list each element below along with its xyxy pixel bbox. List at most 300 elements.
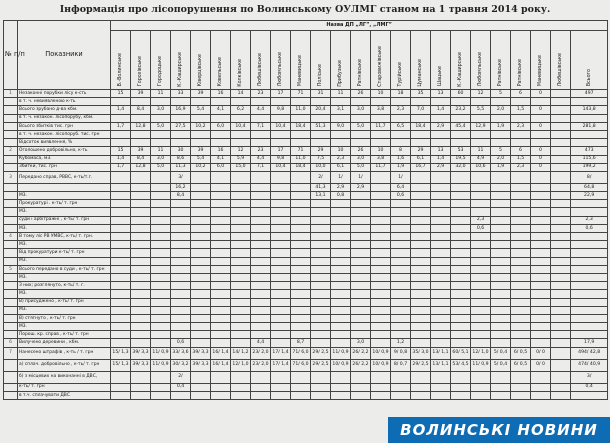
table-cell — [231, 130, 251, 138]
table-cell — [151, 314, 171, 322]
table-cell: 18 — [391, 90, 411, 98]
table-cell — [251, 98, 271, 106]
table-cell — [331, 216, 351, 224]
table-cell — [391, 371, 411, 383]
table-cell — [471, 339, 491, 347]
table-cell — [371, 383, 391, 391]
row-number — [4, 208, 18, 216]
table-cell — [411, 298, 431, 306]
table-cell — [571, 298, 608, 306]
table-cell — [471, 183, 491, 191]
table-row — [4, 306, 608, 314]
table-cell: 33 — [171, 90, 191, 98]
table-cell: 5,4 — [191, 106, 211, 114]
table-cell: 18,4 — [411, 122, 431, 130]
row-label: М3. — [18, 257, 111, 265]
table-cell: 5,0 — [151, 163, 171, 171]
row-number: 3 — [4, 171, 18, 183]
row-number — [4, 282, 18, 290]
table-cell: 10,0 — [311, 163, 331, 171]
table-cell: 9,0 — [331, 122, 351, 130]
table-cell: 3/ — [571, 371, 608, 383]
table-cell: 6/ 0,5 — [511, 359, 531, 371]
table-cell: 12/ 1,0 — [471, 347, 491, 359]
table-cell — [331, 282, 351, 290]
table-cell — [431, 114, 451, 122]
row-label: М3. — [18, 224, 111, 232]
table-cell: 0/ 0 — [531, 359, 551, 371]
row-label: Вилучено деревини , кбм. — [18, 339, 111, 347]
table-cell — [491, 273, 511, 281]
row-number: 5 — [4, 265, 18, 273]
table-cell — [251, 200, 271, 208]
table-cell — [451, 216, 471, 224]
table-cell — [211, 371, 231, 383]
table-cell: 2,9 — [431, 122, 451, 130]
table-cell — [291, 216, 311, 224]
table-cell — [511, 208, 531, 216]
row-label: суди і арбітражні , к-ть/ т. грн — [18, 216, 111, 224]
table-cell — [471, 114, 491, 122]
table-cell — [531, 200, 551, 208]
table-cell: 2/ — [311, 171, 331, 183]
table-cell — [171, 273, 191, 281]
table-cell — [331, 323, 351, 331]
table-cell — [251, 249, 271, 257]
table-cell — [551, 391, 571, 399]
table-cell — [331, 371, 351, 383]
table-cell — [471, 273, 491, 281]
table-cell: 39 — [131, 147, 151, 155]
row-label: Оголошено добровільно, к-ть — [18, 147, 111, 155]
table-cell — [271, 130, 291, 138]
table-cell — [151, 216, 171, 224]
table-cell — [171, 139, 191, 147]
table-cell — [471, 249, 491, 257]
table-cell — [291, 298, 311, 306]
table-cell — [411, 339, 431, 347]
table-cell — [211, 290, 231, 298]
table-cell — [491, 282, 511, 290]
table-cell — [111, 171, 131, 183]
table-cell: 31 — [311, 90, 331, 98]
table-cell: 5,4 — [191, 155, 211, 163]
row-number: 7 — [4, 347, 18, 359]
table-cell — [111, 383, 131, 391]
table-cell: 12,9 — [471, 122, 491, 130]
table-cell — [431, 192, 451, 200]
row-number — [4, 391, 18, 399]
table-cell: 60 — [451, 90, 471, 98]
table-cell: 4,1 — [211, 155, 231, 163]
table-cell — [391, 200, 411, 208]
table-cell — [251, 208, 271, 216]
table-cell: 16 — [211, 90, 231, 98]
table-cell — [471, 383, 491, 391]
table-cell — [391, 139, 411, 147]
table-cell: 10 — [371, 147, 391, 155]
table-cell: 13/ 1,1 — [431, 347, 451, 359]
table-cell: 23 — [251, 147, 271, 155]
table-cell — [211, 139, 231, 147]
table-cell — [111, 98, 131, 106]
table-cell: 0,6 — [571, 224, 608, 232]
table-cell — [111, 130, 131, 138]
table-cell: 0/ 0 — [531, 347, 551, 359]
table-cell — [311, 306, 331, 314]
table-cell — [391, 216, 411, 224]
table-cell — [451, 257, 471, 265]
row-label: а) сплач. добровільно , к-ть/ т. грн — [18, 359, 111, 371]
table-cell: 3,0 — [351, 106, 371, 114]
table-cell — [491, 371, 511, 383]
row-label: М3. — [18, 208, 111, 216]
table-row — [4, 90, 608, 98]
table-cell — [451, 224, 471, 232]
table-cell — [491, 306, 511, 314]
table-cell — [571, 249, 608, 257]
table-cell — [351, 208, 371, 216]
row-number — [4, 298, 18, 306]
table-cell — [251, 183, 271, 191]
table-cell — [351, 98, 371, 106]
table-cell — [151, 130, 171, 138]
table-row — [4, 314, 608, 322]
row-number: 2 — [4, 147, 18, 155]
table-cell — [331, 139, 351, 147]
table-cell — [351, 323, 371, 331]
table-cell: 10/ 0,9 — [371, 359, 391, 371]
table-cell — [171, 298, 191, 306]
table-cell — [171, 114, 191, 122]
table-cell — [531, 323, 551, 331]
table-cell — [131, 114, 151, 122]
table-cell — [451, 130, 471, 138]
table-cell — [511, 249, 531, 257]
table-row — [4, 183, 608, 191]
column-header: Старовижівське — [371, 31, 391, 90]
table-cell — [451, 183, 471, 191]
row-number — [4, 257, 18, 265]
table-cell — [311, 130, 331, 138]
table-cell — [531, 139, 551, 147]
table-cell — [171, 391, 191, 399]
table-cell — [411, 314, 431, 322]
column-header: Турійське — [391, 31, 411, 90]
table-cell — [131, 331, 151, 339]
table-cell — [371, 306, 391, 314]
table-cell — [551, 98, 571, 106]
table-cell: 15 — [111, 90, 131, 98]
row-label: М3. — [18, 273, 111, 281]
table-cell — [431, 241, 451, 249]
table-cell — [471, 171, 491, 183]
table-cell — [471, 98, 491, 106]
table-cell — [491, 265, 511, 273]
table-cell — [251, 331, 271, 339]
table-row — [4, 208, 608, 216]
table-cell — [171, 290, 191, 298]
table-cell — [311, 139, 331, 147]
table-cell — [411, 241, 431, 249]
table-cell: 53 — [451, 147, 471, 155]
table-cell — [511, 391, 531, 399]
table-cell — [131, 290, 151, 298]
table-cell — [571, 114, 608, 122]
table-cell — [371, 331, 391, 339]
table-cell: 2,9 — [331, 183, 351, 191]
row-label: В) присуджено , к-ть/ т. грн — [18, 298, 111, 306]
row-number — [4, 241, 18, 249]
table-cell — [451, 371, 471, 383]
table-cell: 0,6 — [391, 192, 411, 200]
table-cell — [211, 298, 231, 306]
table-cell — [251, 224, 271, 232]
table-cell — [131, 298, 151, 306]
table-cell — [431, 257, 451, 265]
table-cell — [191, 314, 211, 322]
table-cell: 0,4 — [571, 383, 608, 391]
table-cell — [471, 290, 491, 298]
table-cell — [211, 391, 231, 399]
table-cell — [271, 257, 291, 265]
table-cell — [211, 306, 231, 314]
table-cell — [191, 383, 211, 391]
table-cell — [411, 208, 431, 216]
table-cell — [371, 233, 391, 241]
table-cell — [351, 192, 371, 200]
table-cell — [331, 265, 351, 273]
table-cell: 13/ 1,1 — [431, 359, 451, 371]
table-cell: 18,4 — [291, 122, 311, 130]
table-cell: 11,0 — [291, 106, 311, 114]
row-label: М3. — [18, 192, 111, 200]
table-cell — [131, 98, 151, 106]
table-cell — [191, 200, 211, 208]
table-cell: 0 — [531, 155, 551, 163]
row-number: 6 — [4, 339, 18, 347]
table-cell — [511, 371, 531, 383]
table-cell: 6 — [511, 147, 531, 155]
table-cell — [531, 216, 551, 224]
table-cell: 23 — [251, 90, 271, 98]
table-cell — [171, 98, 191, 106]
table-cell — [571, 323, 608, 331]
table-cell — [331, 339, 351, 347]
table-cell — [291, 233, 311, 241]
table-cell: 5/ 0,4 — [491, 359, 511, 371]
table-cell — [371, 139, 391, 147]
table-cell — [571, 208, 608, 216]
table-cell — [191, 183, 211, 191]
table-cell — [411, 183, 431, 191]
table-cell: 16 — [211, 147, 231, 155]
table-cell: 35/ 3,0 — [411, 347, 431, 359]
table-cell — [331, 314, 351, 322]
table-cell — [551, 265, 571, 273]
table-cell: 12/ 1,0 — [231, 359, 251, 371]
table-cell — [451, 241, 471, 249]
table-cell — [191, 171, 211, 183]
row-number — [4, 323, 18, 331]
table-cell: 10,4 — [271, 163, 291, 171]
table-row — [4, 106, 608, 114]
table-cell — [331, 233, 351, 241]
table-cell: 0,6 — [471, 224, 491, 232]
table-cell — [531, 192, 551, 200]
table-cell — [531, 391, 551, 399]
table-cell — [391, 314, 411, 322]
table-cell: 11/ 0,9 — [471, 359, 491, 371]
table-cell — [231, 290, 251, 298]
table-cell — [271, 339, 291, 347]
table-cell: 17/ 1,4 — [271, 347, 291, 359]
table-cell — [151, 331, 171, 339]
table-cell — [371, 98, 391, 106]
table-cell: 17 — [271, 147, 291, 155]
table-cell — [131, 183, 151, 191]
row-number — [4, 290, 18, 298]
table-cell — [271, 208, 291, 216]
table-cell — [271, 216, 291, 224]
table-cell — [191, 114, 211, 122]
table-cell: 3,8 — [371, 106, 391, 114]
table-cell — [271, 114, 291, 122]
table-cell: 474/ 40,9 — [571, 359, 608, 371]
table-cell: 5,0 — [351, 163, 371, 171]
table-cell — [191, 290, 211, 298]
table-cell: 39/ 3,3 — [191, 359, 211, 371]
table-cell — [291, 98, 311, 106]
table-cell — [451, 265, 471, 273]
row-label: Всього збитків тис. грн — [18, 122, 111, 130]
table-cell — [251, 265, 271, 273]
table-cell: 1/ — [351, 171, 371, 183]
table-cell — [551, 347, 571, 359]
table-cell — [271, 290, 291, 298]
table-cell: 10,2 — [191, 122, 211, 130]
table-cell: 497 — [571, 90, 608, 98]
table-cell — [371, 130, 391, 138]
table-cell — [411, 139, 431, 147]
table-cell — [571, 233, 608, 241]
table-cell — [191, 233, 211, 241]
table-cell — [551, 208, 571, 216]
table-cell: 281,8 — [571, 122, 608, 130]
table-cell — [531, 371, 551, 383]
table-cell: 11/ 0,9 — [151, 359, 171, 371]
table-cell — [331, 130, 351, 138]
table-cell — [551, 323, 571, 331]
table-cell — [311, 298, 331, 306]
table-cell — [431, 216, 451, 224]
table-cell — [331, 391, 351, 399]
table-cell — [111, 249, 131, 257]
table-cell — [431, 233, 451, 241]
table-cell — [431, 200, 451, 208]
table-row — [4, 163, 608, 171]
table-cell — [191, 139, 211, 147]
row-number — [4, 155, 18, 163]
table-cell: 10/ 0,9 — [331, 359, 351, 371]
table-cell — [451, 233, 471, 241]
table-cell — [511, 331, 531, 339]
table-cell: 10 — [371, 90, 391, 98]
table-cell — [311, 224, 331, 232]
table-cell — [431, 224, 451, 232]
table-cell — [231, 371, 251, 383]
table-cell — [551, 249, 571, 257]
table-cell — [311, 241, 331, 249]
table-cell — [271, 331, 291, 339]
row-label: М3. — [18, 323, 111, 331]
table-cell — [231, 192, 251, 200]
table-row — [4, 122, 608, 130]
row-number — [4, 192, 18, 200]
table-cell: 5/ 0,4 — [491, 347, 511, 359]
table-cell — [271, 273, 291, 281]
table-cell — [411, 192, 431, 200]
table-cell: 8/ — [571, 171, 608, 183]
row-number — [4, 249, 18, 257]
table-cell — [371, 339, 391, 347]
table-cell — [231, 273, 251, 281]
row-number — [4, 139, 18, 147]
table-cell — [351, 298, 371, 306]
table-cell: 11 — [151, 90, 171, 98]
table-cell: 15/ 1,3 — [111, 359, 131, 371]
table-cell: 6,0 — [211, 163, 231, 171]
table-cell — [251, 323, 271, 331]
table-cell — [371, 249, 391, 257]
table-cell — [451, 323, 471, 331]
row-number — [4, 183, 18, 191]
table-cell — [431, 273, 451, 281]
row-number — [4, 371, 18, 383]
table-cell — [411, 273, 431, 281]
table-cell: 2,0 — [491, 106, 511, 114]
table-cell: 11,3 — [171, 163, 191, 171]
table-cell — [491, 290, 511, 298]
table-cell — [431, 208, 451, 216]
table-cell — [151, 208, 171, 216]
table-cell: 3,0 — [151, 155, 171, 163]
table-cell: 39 — [191, 147, 211, 155]
table-cell — [131, 130, 151, 138]
row-number — [4, 163, 18, 171]
table-cell — [291, 171, 311, 183]
table-cell — [291, 383, 311, 391]
table-cell: 10,4 — [271, 122, 291, 130]
row-label: Передано справ, РВВС, к-ть/т.г. — [18, 171, 111, 183]
table-cell — [171, 241, 191, 249]
table-row — [4, 339, 608, 347]
table-cell — [151, 371, 171, 383]
table-cell — [531, 290, 551, 298]
table-row — [4, 383, 608, 391]
table-cell — [551, 331, 571, 339]
column-header: В.-Волинське — [111, 31, 131, 90]
table-cell — [111, 282, 131, 290]
table-cell — [151, 257, 171, 265]
table-cell — [291, 114, 311, 122]
table-cell: 9,8 — [271, 106, 291, 114]
table-cell — [531, 224, 551, 232]
table-cell — [231, 171, 251, 183]
table-cell — [391, 290, 411, 298]
table-cell — [251, 257, 271, 265]
table-cell — [391, 273, 411, 281]
